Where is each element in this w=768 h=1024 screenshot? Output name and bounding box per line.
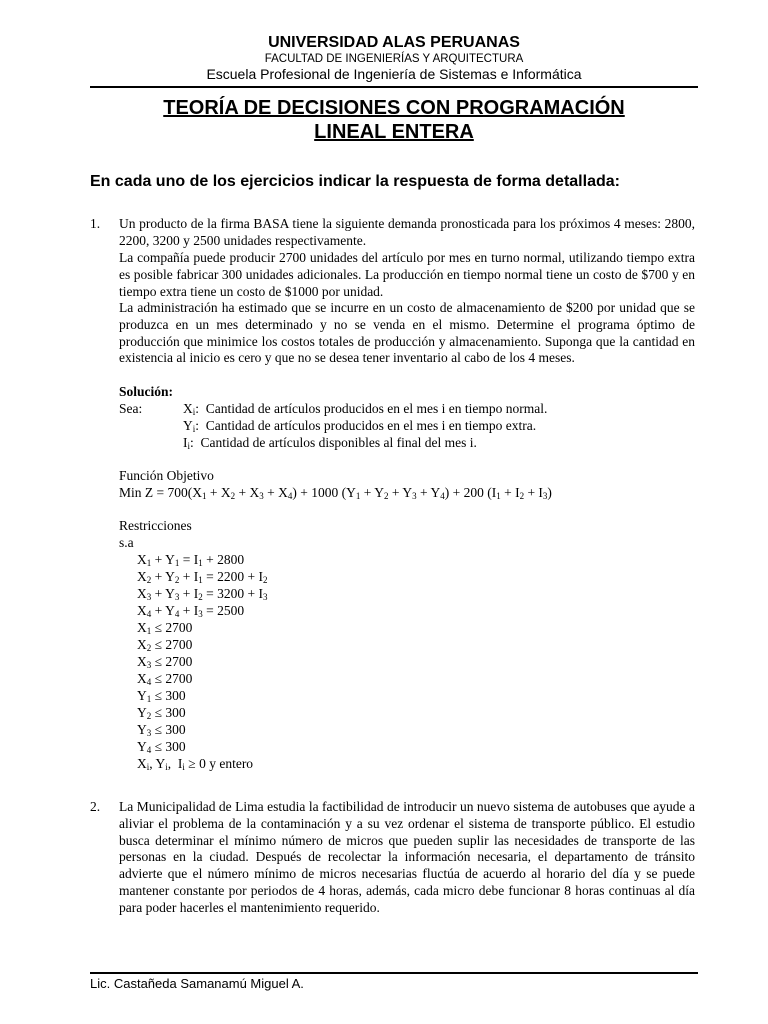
document-header	[90, 34, 698, 82]
constraint-nonnegativity: $X_i$, $Y_i$, $I_i \ge 0$ y entero	[137, 756, 254, 772]
header-divider	[90, 86, 698, 88]
constraint-x4: $X_4 \le 2700$	[137, 671, 193, 687]
footer-divider	[90, 972, 698, 974]
school-name: Escuela Profesional de Ingeniería de Sistemas e Informática	[206, 66, 582, 82]
constraint-y2: $Y_2 \le 300$	[137, 705, 186, 721]
variable-i-definition: $I_i$: Cantidad de artículos disponibles al final del mes i.	[183, 435, 477, 451]
exercise-2-number: 2.	[90, 799, 101, 814]
exercise-1-paragraph-1: Un producto de la firma BASA tiene la siguiente demanda pronosticada para los próximos 4 meses: 2800, 2200, 3200 y 2500 unidades respectivamente.	[119, 216, 695, 248]
constraint-x2: $X_2 \le 2700$	[137, 637, 193, 653]
sea-label: Sea:	[119, 401, 143, 416]
variable-x-definition: $X_i$: Cantidad de artículos producidos en el mes i en tiempo normal.	[183, 401, 548, 417]
faculty-name: FACULTAD DE INGENIERÍAS Y ARQUITECTURA	[264, 53, 524, 65]
constraint-x3: $X_3 \le 2700$	[137, 654, 193, 670]
objective-label: Función Objetivo	[119, 468, 214, 483]
university-name: UNIVERSIDAD ALAS PERUANAS	[268, 34, 520, 51]
instruction-text: En cada uno de los ejercicios indicar la respuesta de forma detallada:	[90, 173, 620, 190]
footer-author: Lic. Castañeda Samanamú Miguel A.	[90, 976, 304, 991]
constraint-y4: $Y_4 \le 300$	[137, 739, 186, 755]
constraint-x1: $X_1 \le 2700$	[137, 620, 193, 636]
constraint-balance-1: $X_1 + Y_1 = I_1 + 2800$	[137, 552, 245, 568]
restrictions-label: Restricciones	[119, 518, 192, 533]
exercise-1-number: 1.	[90, 216, 101, 231]
exercise-1-paragraph-3: La administración ha estimado que se incurre en un costo de almacenamiento de $200 por unidad que se produzca en un mes determinado y no se venda en el mismo. Determine el programa óptimo de producción que minimice los costos totales de producción y almacenamiento. Suponga que la cantidad en existencia al inicio es cero y que no se desea tener inventario al cabo de los 4 meses.	[119, 300, 695, 366]
constraint-y1: $Y_1 \le 300$	[137, 688, 186, 704]
document-title	[90, 96, 698, 144]
title-line-2: LINEAL ENTERA	[314, 121, 474, 143]
exercise-1-paragraph-2: La compañía puede producir 2700 unidades del artículo por mes en turno normal, utilizando tiempo extra es posible fabricar 300 unidades adicionales. La producción en tiempo normal tiene un costo de $700 y en tiempo extra tiene un costo de $1000 por unidad.	[119, 250, 695, 299]
constraint-balance-2: $X_2 + Y_2 + I_1 = 2200 + I_2$	[137, 569, 268, 585]
exercise-2-paragraph: La Municipalidad de Lima estudia la factibilidad de introducir un nuevo sistema de autobuses que ayude a aliviar el problema de la contaminación y a su vez ordenar el sistema de transporte público. El estudio busca determinar el mínimo número de micros que pueden suplir las necesidades de transporte de las personas en la ciudad. Después de recolectar la información necesaria, el departamento de tránsito advierte que el número mínimo de micros necesarias fluctúa de acuerdo al horario del día y se puede mantener constante por periodos de 4 horas, además, cada micro debe funcionar 8 horas continuas al día para poder hacerles el mantenimiento requerido.	[119, 799, 695, 915]
variable-y-definition: $Y_i$: Cantidad de artículos producidos en el mes i en tiempo extra.	[183, 418, 537, 434]
subject-to-label: s.a	[119, 535, 134, 550]
solution-label: Solución:	[119, 384, 174, 399]
constraint-balance-3: $X_3 + Y_3 + I_2 = 3200 + I_3$	[137, 586, 268, 602]
title-line-1: TEORÍA DE DECISIONES CON PROGRAMACIÓN	[163, 97, 625, 119]
objective-function: Min $Z = 700(X_1 + X_2 + X_3 + X_4) + 1000$ $(Y_1 + Y_2 + Y_3 + Y_4) + 200$ $(I_1 + I_2 + I_3)$	[119, 485, 552, 501]
constraint-balance-4: $X_4 + Y_4 + I_3 = 2500$	[137, 603, 245, 619]
constraint-y3: $Y_3 \le 300$	[137, 722, 186, 738]
